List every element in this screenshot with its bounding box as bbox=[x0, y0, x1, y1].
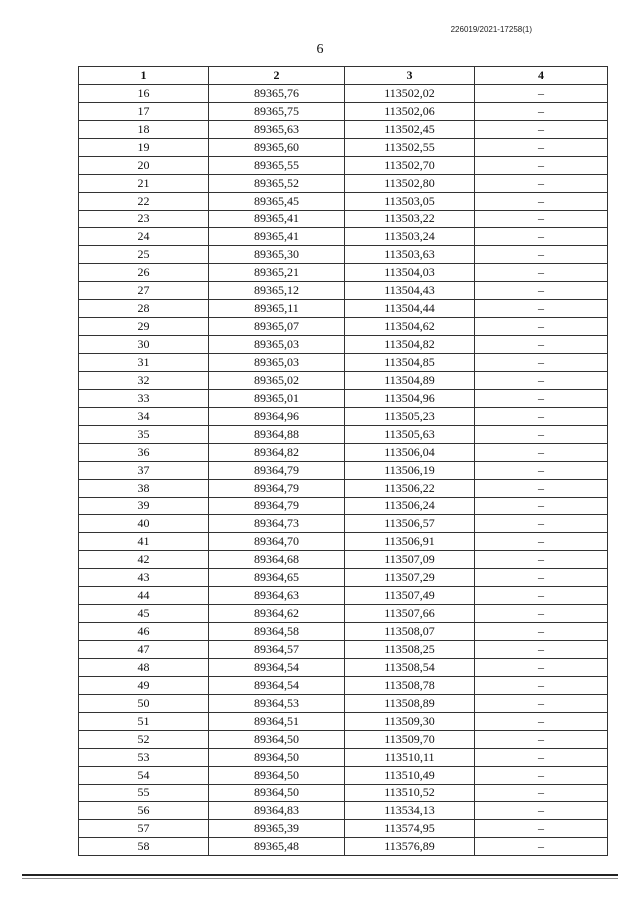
x-coordinate-cell: 89365,60 bbox=[209, 138, 345, 156]
y-coordinate-cell: 113506,24 bbox=[345, 497, 475, 515]
note-cell: – bbox=[475, 497, 608, 515]
point-number-cell: 39 bbox=[79, 497, 209, 515]
point-number-cell: 18 bbox=[79, 120, 209, 138]
y-coordinate-cell: 113507,09 bbox=[345, 551, 475, 569]
x-coordinate-cell: 89364,63 bbox=[209, 587, 345, 605]
x-coordinate-cell: 89364,88 bbox=[209, 425, 345, 443]
table-row bbox=[79, 479, 608, 497]
point-number-cell: 42 bbox=[79, 551, 209, 569]
x-coordinate-cell: 89365,41 bbox=[209, 210, 345, 228]
x-coordinate-cell: 89364,50 bbox=[209, 784, 345, 802]
note-cell: – bbox=[475, 443, 608, 461]
y-coordinate-cell: 113504,85 bbox=[345, 354, 475, 372]
point-number-cell: 36 bbox=[79, 443, 209, 461]
table-row bbox=[79, 784, 608, 802]
y-coordinate-cell: 113506,04 bbox=[345, 443, 475, 461]
table-row bbox=[79, 407, 608, 425]
note-cell: – bbox=[475, 389, 608, 407]
table-row bbox=[79, 389, 608, 407]
x-coordinate-cell: 89365,76 bbox=[209, 84, 345, 102]
note-cell: – bbox=[475, 623, 608, 641]
x-coordinate-cell: 89364,51 bbox=[209, 712, 345, 730]
x-coordinate-cell: 89365,52 bbox=[209, 174, 345, 192]
x-coordinate-cell: 89365,11 bbox=[209, 300, 345, 318]
note-cell: – bbox=[475, 300, 608, 318]
table-row bbox=[79, 84, 608, 102]
x-coordinate-cell: 89364,70 bbox=[209, 533, 345, 551]
point-number-cell: 43 bbox=[79, 569, 209, 587]
x-coordinate-cell: 89364,68 bbox=[209, 551, 345, 569]
table-row bbox=[79, 102, 608, 120]
x-coordinate-cell: 89365,02 bbox=[209, 371, 345, 389]
table-row bbox=[79, 300, 608, 318]
note-cell: – bbox=[475, 641, 608, 659]
note-cell: – bbox=[475, 354, 608, 372]
table-row bbox=[79, 156, 608, 174]
y-coordinate-cell: 113508,54 bbox=[345, 658, 475, 676]
y-coordinate-cell: 113507,29 bbox=[345, 569, 475, 587]
point-number-cell: 33 bbox=[79, 389, 209, 407]
point-number-cell: 51 bbox=[79, 712, 209, 730]
y-coordinate-cell: 113504,03 bbox=[345, 264, 475, 282]
point-number-cell: 30 bbox=[79, 336, 209, 354]
point-number-cell: 26 bbox=[79, 264, 209, 282]
point-number-cell: 37 bbox=[79, 461, 209, 479]
note-cell: – bbox=[475, 318, 608, 336]
y-coordinate-cell: 113504,82 bbox=[345, 336, 475, 354]
point-number-cell: 44 bbox=[79, 587, 209, 605]
y-coordinate-cell: 113503,22 bbox=[345, 210, 475, 228]
note-cell: – bbox=[475, 712, 608, 730]
table-row bbox=[79, 712, 608, 730]
y-coordinate-cell: 113504,96 bbox=[345, 389, 475, 407]
note-cell: – bbox=[475, 748, 608, 766]
point-number-cell: 22 bbox=[79, 192, 209, 210]
x-coordinate-cell: 89364,54 bbox=[209, 676, 345, 694]
table-row bbox=[79, 838, 608, 856]
point-number-cell: 31 bbox=[79, 354, 209, 372]
x-coordinate-cell: 89364,57 bbox=[209, 641, 345, 659]
y-coordinate-cell: 113502,02 bbox=[345, 84, 475, 102]
point-number-cell: 47 bbox=[79, 641, 209, 659]
x-coordinate-cell: 89365,03 bbox=[209, 354, 345, 372]
x-coordinate-cell: 89365,12 bbox=[209, 282, 345, 300]
y-coordinate-cell: 113504,89 bbox=[345, 371, 475, 389]
note-cell: – bbox=[475, 228, 608, 246]
note-cell: – bbox=[475, 138, 608, 156]
note-cell: – bbox=[475, 461, 608, 479]
y-coordinate-cell: 113504,43 bbox=[345, 282, 475, 300]
x-coordinate-cell: 89365,21 bbox=[209, 264, 345, 282]
x-coordinate-cell: 89365,48 bbox=[209, 838, 345, 856]
note-cell: – bbox=[475, 174, 608, 192]
y-coordinate-cell: 113508,89 bbox=[345, 694, 475, 712]
table-row bbox=[79, 641, 608, 659]
column-header-3: 3 bbox=[345, 67, 475, 85]
note-cell: – bbox=[475, 838, 608, 856]
note-cell: – bbox=[475, 766, 608, 784]
y-coordinate-cell: 113508,78 bbox=[345, 676, 475, 694]
table-row bbox=[79, 318, 608, 336]
y-coordinate-cell: 113503,24 bbox=[345, 228, 475, 246]
x-coordinate-cell: 89365,39 bbox=[209, 820, 345, 838]
coordinates-table bbox=[78, 66, 608, 856]
table-row bbox=[79, 694, 608, 712]
table-row bbox=[79, 354, 608, 372]
note-cell: – bbox=[475, 658, 608, 676]
table-row bbox=[79, 748, 608, 766]
x-coordinate-cell: 89364,65 bbox=[209, 569, 345, 587]
note-cell: – bbox=[475, 84, 608, 102]
y-coordinate-cell: 113508,25 bbox=[345, 641, 475, 659]
x-coordinate-cell: 89364,79 bbox=[209, 497, 345, 515]
table-row bbox=[79, 730, 608, 748]
note-cell: – bbox=[475, 551, 608, 569]
note-cell: – bbox=[475, 264, 608, 282]
y-coordinate-cell: 113502,55 bbox=[345, 138, 475, 156]
column-header-1: 1 bbox=[79, 67, 209, 85]
table-row bbox=[79, 551, 608, 569]
point-number-cell: 54 bbox=[79, 766, 209, 784]
point-number-cell: 45 bbox=[79, 605, 209, 623]
point-number-cell: 28 bbox=[79, 300, 209, 318]
point-number-cell: 20 bbox=[79, 156, 209, 174]
y-coordinate-cell: 113506,19 bbox=[345, 461, 475, 479]
note-cell: – bbox=[475, 479, 608, 497]
table-row bbox=[79, 676, 608, 694]
y-coordinate-cell: 113534,13 bbox=[345, 802, 475, 820]
point-number-cell: 35 bbox=[79, 425, 209, 443]
y-coordinate-cell: 113502,80 bbox=[345, 174, 475, 192]
x-coordinate-cell: 89365,55 bbox=[209, 156, 345, 174]
y-coordinate-cell: 113510,11 bbox=[345, 748, 475, 766]
document-id: 226019/2021-17258(1) bbox=[450, 25, 532, 34]
y-coordinate-cell: 113507,66 bbox=[345, 605, 475, 623]
note-cell: – bbox=[475, 102, 608, 120]
x-coordinate-cell: 89364,82 bbox=[209, 443, 345, 461]
table-row bbox=[79, 515, 608, 533]
column-header-2: 2 bbox=[209, 67, 345, 85]
y-coordinate-cell: 113503,05 bbox=[345, 192, 475, 210]
y-coordinate-cell: 113506,57 bbox=[345, 515, 475, 533]
note-cell: – bbox=[475, 192, 608, 210]
note-cell: – bbox=[475, 784, 608, 802]
x-coordinate-cell: 89365,63 bbox=[209, 120, 345, 138]
y-coordinate-cell: 113510,52 bbox=[345, 784, 475, 802]
y-coordinate-cell: 113504,44 bbox=[345, 300, 475, 318]
x-coordinate-cell: 89364,79 bbox=[209, 479, 345, 497]
x-coordinate-cell: 89364,73 bbox=[209, 515, 345, 533]
x-coordinate-cell: 89364,50 bbox=[209, 730, 345, 748]
note-cell: – bbox=[475, 425, 608, 443]
bottom-rule bbox=[22, 874, 618, 876]
table-row bbox=[79, 246, 608, 264]
note-cell: – bbox=[475, 371, 608, 389]
table-row bbox=[79, 138, 608, 156]
point-number-cell: 23 bbox=[79, 210, 209, 228]
point-number-cell: 27 bbox=[79, 282, 209, 300]
note-cell: – bbox=[475, 120, 608, 138]
note-cell: – bbox=[475, 676, 608, 694]
y-coordinate-cell: 113576,89 bbox=[345, 838, 475, 856]
table-row bbox=[79, 228, 608, 246]
table-row bbox=[79, 192, 608, 210]
table-row bbox=[79, 371, 608, 389]
point-number-cell: 21 bbox=[79, 174, 209, 192]
table-row bbox=[79, 569, 608, 587]
y-coordinate-cell: 113509,30 bbox=[345, 712, 475, 730]
x-coordinate-cell: 89365,01 bbox=[209, 389, 345, 407]
y-coordinate-cell: 113508,07 bbox=[345, 623, 475, 641]
x-coordinate-cell: 89364,96 bbox=[209, 407, 345, 425]
x-coordinate-cell: 89364,54 bbox=[209, 658, 345, 676]
y-coordinate-cell: 113509,70 bbox=[345, 730, 475, 748]
table-header-row bbox=[79, 67, 608, 85]
y-coordinate-cell: 113506,91 bbox=[345, 533, 475, 551]
note-cell: – bbox=[475, 605, 608, 623]
table-row bbox=[79, 282, 608, 300]
point-number-cell: 55 bbox=[79, 784, 209, 802]
point-number-cell: 53 bbox=[79, 748, 209, 766]
table-row bbox=[79, 623, 608, 641]
x-coordinate-cell: 89365,30 bbox=[209, 246, 345, 264]
point-number-cell: 48 bbox=[79, 658, 209, 676]
note-cell: – bbox=[475, 587, 608, 605]
note-cell: – bbox=[475, 407, 608, 425]
table-row bbox=[79, 120, 608, 138]
note-cell: – bbox=[475, 210, 608, 228]
point-number-cell: 32 bbox=[79, 371, 209, 389]
x-coordinate-cell: 89365,45 bbox=[209, 192, 345, 210]
table-row bbox=[79, 587, 608, 605]
note-cell: – bbox=[475, 246, 608, 264]
x-coordinate-cell: 89365,03 bbox=[209, 336, 345, 354]
table-row bbox=[79, 820, 608, 838]
y-coordinate-cell: 113502,45 bbox=[345, 120, 475, 138]
point-number-cell: 16 bbox=[79, 84, 209, 102]
table-row bbox=[79, 174, 608, 192]
x-coordinate-cell: 89364,83 bbox=[209, 802, 345, 820]
note-cell: – bbox=[475, 569, 608, 587]
point-number-cell: 34 bbox=[79, 407, 209, 425]
bottom-rule-thin bbox=[22, 878, 618, 879]
note-cell: – bbox=[475, 820, 608, 838]
y-coordinate-cell: 113504,62 bbox=[345, 318, 475, 336]
column-header-4: 4 bbox=[475, 67, 608, 85]
y-coordinate-cell: 113502,06 bbox=[345, 102, 475, 120]
x-coordinate-cell: 89364,50 bbox=[209, 766, 345, 784]
y-coordinate-cell: 113505,63 bbox=[345, 425, 475, 443]
note-cell: – bbox=[475, 694, 608, 712]
table-row bbox=[79, 425, 608, 443]
point-number-cell: 38 bbox=[79, 479, 209, 497]
point-number-cell: 19 bbox=[79, 138, 209, 156]
point-number-cell: 52 bbox=[79, 730, 209, 748]
table-row bbox=[79, 802, 608, 820]
note-cell: – bbox=[475, 282, 608, 300]
point-number-cell: 24 bbox=[79, 228, 209, 246]
point-number-cell: 17 bbox=[79, 102, 209, 120]
table-row bbox=[79, 766, 608, 784]
table-row bbox=[79, 264, 608, 282]
x-coordinate-cell: 89365,75 bbox=[209, 102, 345, 120]
table-row bbox=[79, 443, 608, 461]
y-coordinate-cell: 113503,63 bbox=[345, 246, 475, 264]
x-coordinate-cell: 89364,53 bbox=[209, 694, 345, 712]
note-cell: – bbox=[475, 533, 608, 551]
table-body bbox=[79, 84, 608, 855]
x-coordinate-cell: 89365,07 bbox=[209, 318, 345, 336]
note-cell: – bbox=[475, 156, 608, 174]
table-row bbox=[79, 336, 608, 354]
x-coordinate-cell: 89364,50 bbox=[209, 748, 345, 766]
table-row bbox=[79, 210, 608, 228]
table-row bbox=[79, 658, 608, 676]
page-number: 6 bbox=[316, 42, 324, 57]
point-number-cell: 25 bbox=[79, 246, 209, 264]
table-row bbox=[79, 605, 608, 623]
point-number-cell: 46 bbox=[79, 623, 209, 641]
note-cell: – bbox=[475, 515, 608, 533]
x-coordinate-cell: 89364,58 bbox=[209, 623, 345, 641]
x-coordinate-cell: 89364,62 bbox=[209, 605, 345, 623]
note-cell: – bbox=[475, 730, 608, 748]
y-coordinate-cell: 113505,23 bbox=[345, 407, 475, 425]
note-cell: – bbox=[475, 802, 608, 820]
x-coordinate-cell: 89364,79 bbox=[209, 461, 345, 479]
point-number-cell: 57 bbox=[79, 820, 209, 838]
y-coordinate-cell: 113574,95 bbox=[345, 820, 475, 838]
table-row bbox=[79, 497, 608, 515]
x-coordinate-cell: 89365,41 bbox=[209, 228, 345, 246]
y-coordinate-cell: 113507,49 bbox=[345, 587, 475, 605]
point-number-cell: 41 bbox=[79, 533, 209, 551]
y-coordinate-cell: 113506,22 bbox=[345, 479, 475, 497]
point-number-cell: 50 bbox=[79, 694, 209, 712]
table-row bbox=[79, 533, 608, 551]
point-number-cell: 40 bbox=[79, 515, 209, 533]
y-coordinate-cell: 113502,70 bbox=[345, 156, 475, 174]
note-cell: – bbox=[475, 336, 608, 354]
y-coordinate-cell: 113510,49 bbox=[345, 766, 475, 784]
point-number-cell: 56 bbox=[79, 802, 209, 820]
point-number-cell: 29 bbox=[79, 318, 209, 336]
point-number-cell: 49 bbox=[79, 676, 209, 694]
table-row bbox=[79, 461, 608, 479]
point-number-cell: 58 bbox=[79, 838, 209, 856]
